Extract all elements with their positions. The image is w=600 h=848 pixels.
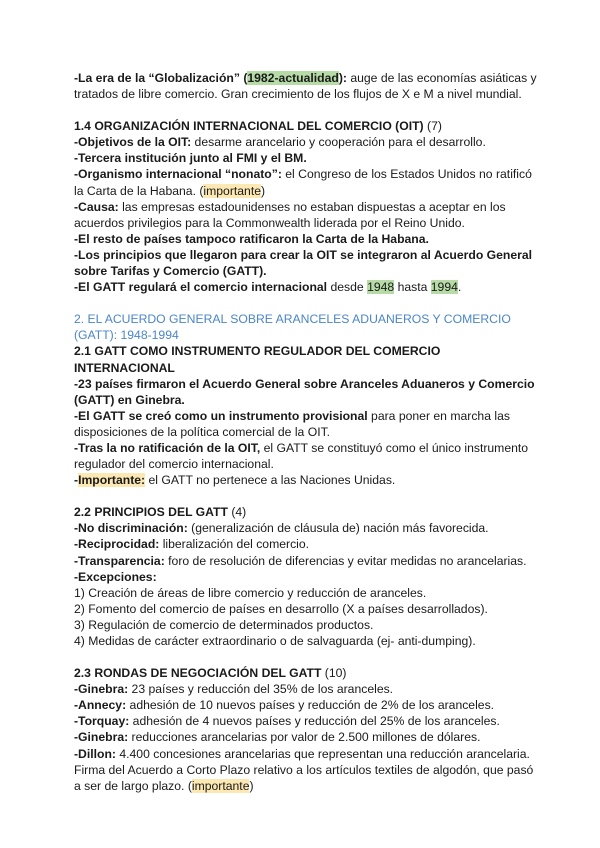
gatt-firmaron: -23 países firmaron el Acuerdo General sobre Aranceles Aduaneros y Comercio (GATT) en Ginebra.: [74, 376, 535, 407]
excepcion-item: 4) Medidas de carácter extraordinario o de salvaguarda (ej- anti-dumping).: [74, 634, 476, 648]
section-2-heading: 2. EL ACUERDO GENERAL SOBRE ARANCELES ADUANEROS Y COMERCIO (GATT): 1948-1994: [74, 312, 511, 343]
globalizacion-text: auge de las economías asiáticas y tratados de libre comercio. Gran crecimiento de los flujos de X e M a nivel mundial.: [74, 71, 537, 102]
spacer: [74, 102, 540, 118]
importante-highlight: importante: [191, 778, 250, 793]
gatt-provisional: -El GATT se creó como un instrumento provisional para poner en marcha las disposiciones de la política comercial de la OIT.: [74, 408, 510, 439]
ronda-ginebra-2: -Ginebra: reducciones arancelarias por valor de 2.500 millones de dólares.: [74, 730, 481, 745]
globalizacion-label: -La era de la “Globalización” (1982-actualidad):: [74, 71, 347, 85]
excepcion-item: 3) Regulación de comercio de determinados productos.: [74, 617, 374, 632]
importante-highlight: importante: [203, 183, 261, 198]
gatt-importante: -Importante: el GATT no pertenece a las Naciones Unidas.: [74, 473, 396, 488]
period-highlight: 1982-actualidad: [247, 71, 339, 85]
oit-gatt-regulara: -El GATT regulará el comercio internacional desde 1948 hasta 1994.: [74, 280, 462, 295]
excepcion-item: 1) Creación de áreas de libre comercio y reducción de aranceles.: [74, 585, 427, 600]
spacer: [74, 649, 540, 665]
section-2-2-count: (4): [227, 505, 247, 520]
ronda-dillon: -Dillon: 4.400 concesiones arancelarias que representan una reducción arancelaria. Firma del Acuerdo a Corto Plazo relativo a los artículos textiles de algodón, que pasó a ser de largo plazo. (importante): [74, 746, 534, 793]
oit-resto: -El resto de países tampoco ratificaron la Carta de la Habana.: [74, 231, 429, 246]
spacer: [74, 488, 540, 504]
ronda-torquay: -Torquay: adhesión de 4 nuevos países y reducción del 25% de los aranceles.: [74, 714, 500, 729]
oit-objetivos: -Objetivos de la OIT: desarme arancelario y cooperación para el desarrollo.: [74, 135, 486, 150]
section-1-4-heading: 1.4 ORGANIZACIÓN INTERNACIONAL DEL COMERCIO (OIT) (7): [74, 119, 442, 134]
principio-excepciones: -Excepciones:: [74, 569, 157, 584]
ronda-annecy: -Annecy: adhesión de 10 nuevos países y reducción de 2% de los aranceles.: [74, 698, 495, 713]
principio-transparencia: -Transparencia: foro de resolución de diferencias y evitar medidas no arancelarias.: [74, 553, 527, 568]
year-1948-highlight: 1948: [367, 280, 395, 295]
section-2-3-heading: 2.3 RONDAS DE NEGOCIACIÓN DEL GATT (10): [74, 666, 347, 681]
document-page: [74, 70, 540, 794]
importante-highlight: Importante:: [78, 473, 146, 488]
gatt-tras: -Tras la no ratificación de la OIT, el GATT se constituyó como el único instrumento regulador del comercio internacional.: [74, 440, 529, 472]
section-2-3-count: (10): [321, 666, 347, 681]
section-2-1-heading: 2.1 GATT COMO INSTRUMENTO REGULADOR DEL COMERCIO INTERNACIONAL: [74, 344, 441, 375]
ronda-ginebra: -Ginebra: 23 países y reducción del 35% de los aranceles.: [74, 682, 394, 697]
oit-nonato: -Organismo internacional “nonato”: el Congreso de los Estados Unidos no ratificó la Carta de la Habana. (importante): [74, 167, 532, 198]
section-1-4-count: (7): [423, 119, 442, 134]
year-1994-highlight: 1994: [430, 280, 458, 295]
spacer: [74, 295, 540, 311]
oit-causa: -Causa: las empresas estadounidenses no estaban dispuestas a aceptar en los acuerdos privilegios para la Commonwealth liderada por el Reino Unido.: [74, 199, 506, 230]
oit-tercera: -Tercera institución junto al FMI y el BM.: [74, 151, 307, 166]
oit-principios: -Los principios que llegaron para crear la OIT se integraron al Acuerdo General sobre Tarifas y Comercio (GATT).: [74, 247, 533, 279]
globalizacion-paragraph: [74, 70, 540, 102]
principio-reciprocidad: -Reciprocidad: liberalización del comercio.: [74, 537, 310, 552]
principio-no-discriminacion: -No discriminación: (generalización de cláusula de) nación más favorecida.: [74, 521, 489, 536]
excepcion-item: 2) Fomento del comercio de países en desarrollo (X a países desarrollados).: [74, 601, 488, 616]
section-2-2-heading: 2.2 PRINCIPIOS DEL GATT (4): [74, 505, 247, 520]
